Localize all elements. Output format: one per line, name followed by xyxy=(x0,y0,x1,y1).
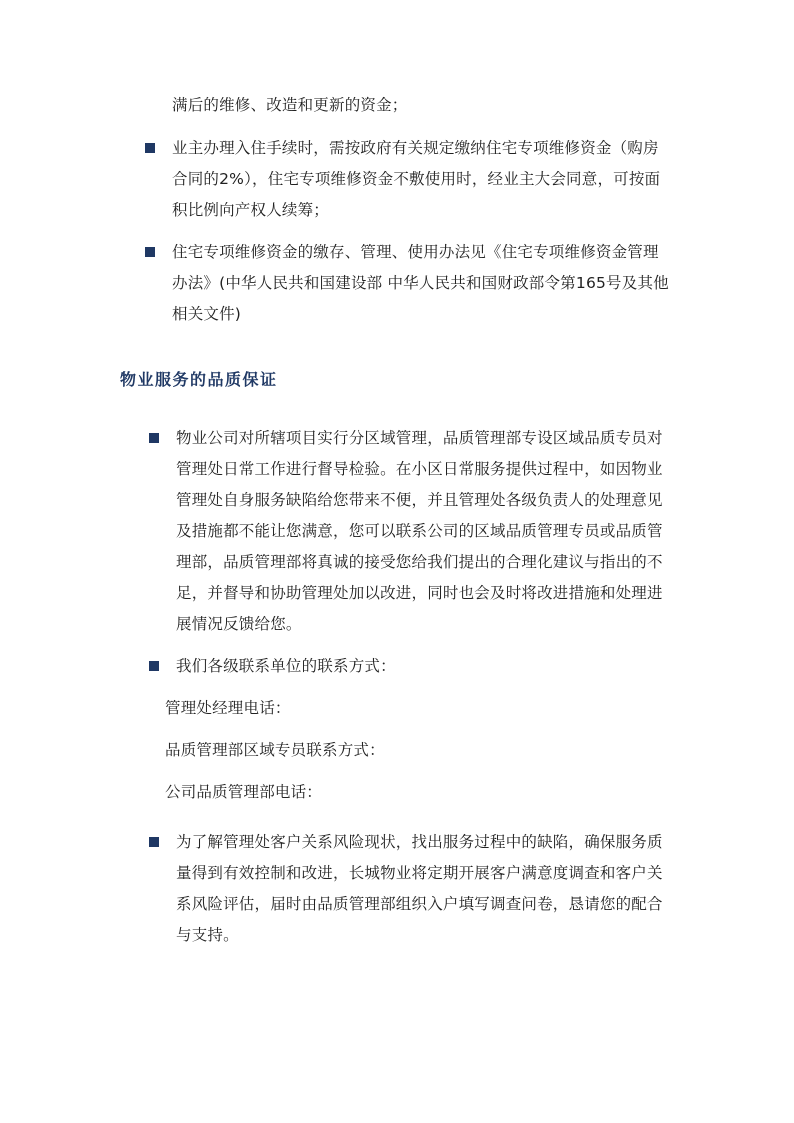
list-item-line: 我们各级联系单位的联系方式： xyxy=(176,657,396,675)
section-heading: 物业服务的品质保证 xyxy=(120,370,278,389)
list-item-line: 管理处自身服务缺陷给您带来不便，并且管理处各级负责人的处理意见 xyxy=(176,491,663,509)
list-item-line: 为了解管理处客户关系风险现状，找出服务过程中的缺陷，确保服务质 xyxy=(176,833,663,851)
list-item-line: 理部，品质管理部将真诚的接受您给我们提出的合理化建议与指出的不 xyxy=(176,553,663,571)
list-item-line: 合同的2%），住宅专项维修资金不敷使用时，经业主大会同意，可按面 xyxy=(172,170,661,188)
list-item-line: 系风险评估，届时由品质管理部组织入户填写调查问卷，恳请您的配合 xyxy=(176,895,663,913)
list-item-line: 展情况反馈给您。 xyxy=(176,615,302,633)
list-item-line: 量得到有效控制和改进，长城物业将定期开展客户满意度调查和客户关 xyxy=(176,864,663,882)
list-item-line: 物业公司对所辖项目实行分区域管理，品质管理部专设区域品质专员对 xyxy=(176,429,663,447)
square-bullet-icon xyxy=(149,837,159,847)
square-bullet-icon xyxy=(145,247,155,257)
list-continuation-text: 满后的维修、改造和更新的资金； xyxy=(172,96,408,114)
contact-manager-phone: 管理处经理电话： xyxy=(165,699,291,717)
square-bullet-icon xyxy=(149,433,159,443)
contact-quality-dept-phone: 公司品质管理部电话： xyxy=(165,783,323,801)
list-item-line: 管理处日常工作进行督导检验。在小区日常服务提供过程中，如因物业 xyxy=(176,460,663,478)
list-item-line: 相关文件) xyxy=(172,305,242,323)
square-bullet-icon xyxy=(149,661,159,671)
list-item-line: 办法》(中华人民共和国建设部 中华人民共和国财政部令第165号及其他 xyxy=(172,274,669,292)
list-item-line: 与支持。 xyxy=(176,926,239,944)
list-item-line: 及措施都不能让您满意，您可以联系公司的区域品质管理专员或品质管 xyxy=(176,522,663,540)
list-item-line: 足，并督导和协助管理处加以改进，同时也会及时将改进措施和处理进 xyxy=(176,584,663,602)
list-item-line: 业主办理入住手续时，需按政府有关规定缴纳住宅专项维修资金（购房 xyxy=(172,139,659,157)
list-item-line: 住宅专项维修资金的缴存、管理、使用办法见《住宅专项维修资金管理 xyxy=(172,243,659,261)
contact-region-specialist: 品质管理部区域专员联系方式： xyxy=(165,741,385,759)
square-bullet-icon xyxy=(145,143,155,153)
list-item-line: 积比例向产权人续筹； xyxy=(172,201,330,219)
